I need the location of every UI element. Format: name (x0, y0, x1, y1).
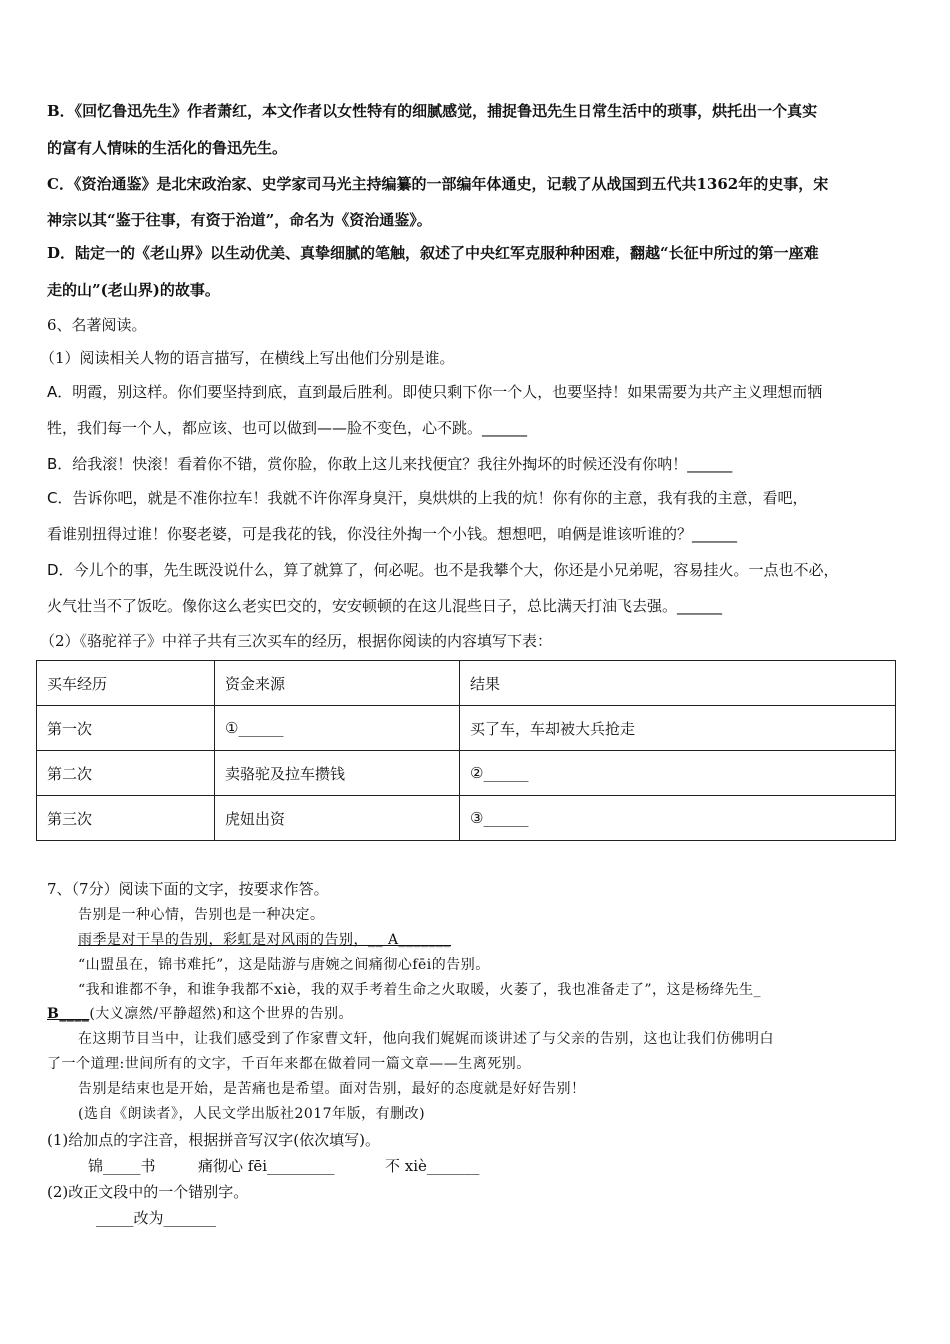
q7-sub1-prompt: (1)给加点的字注音，根据拼音写汉字(依次填写)。 (47, 1131, 380, 1149)
table-header-cell: 买车经历 (37, 661, 215, 706)
q7-passage-line4: “我和谁都不争，和谁争我都不xiè，我的双手考着生命之火取暖，火萎了，我也准备走了”，这是杨绛先生_ (78, 982, 761, 998)
q7-passage-line5-text: (大义凛然/平静超然)和这个世界的告别。 (89, 1006, 353, 1022)
q6-option-a-line2: 牲，我们每一个人，都应该、也可以做到——脸不变色，心不跳。______ (47, 419, 528, 437)
answer-blank-1[interactable]: ①______ (215, 706, 460, 751)
table-row (37, 751, 896, 796)
q7-passage-line8: 告别是结束也是开始，是苦痛也是希望。面对告别，最好的态度就是好好告别！ (78, 1081, 586, 1097)
q7-sub2-answer[interactable]: _____改为_______ (96, 1209, 217, 1227)
blank-a[interactable]: __ A_______ (368, 932, 452, 948)
q7-passage-line1: 告别是一种心情，告别也是一种决定。 (78, 907, 325, 923)
q5-option-b-line2: 的富有人情味的生活化的鲁迅先生。 (47, 139, 288, 157)
q7-passage-line6: 在这期节目当中，让我们感受到了作家曹文轩，他向我们娓娓而谈讲述了与父亲的告别，这也让我们仿佛明白 (78, 1031, 774, 1047)
q5-option-c-line1: C．《资治通鉴》是北宋政治家、史学家司马光主持编纂的一部编年体通史，记载了从战国到五代共1362年的史事，宋 (47, 175, 829, 193)
q6-option-b: B．给我滚！快滚！看着你不错，赏你脸，你敢上这儿来找便宜？我往外掏坏的时候还没有你呐！______ (47, 455, 733, 473)
q5-option-d-line1: D．陆定一的《老山界》以生动优美、真挚细腻的笔触，叙述了中央红军克服种种困难，翻越“长征中所过的第一座难 (47, 244, 819, 262)
q6-option-a-line1: A．明霞，别这样。你们要坚持到底，直到最后胜利。即使只剩下你一个人，也要坚持！如果需要为共产主义理想而牺 (47, 383, 823, 401)
q7-sub1-blank-xie[interactable]: 不 xiè_______ (385, 1157, 480, 1175)
table-row (37, 796, 896, 841)
q6-option-d-line2: 火气壮当不了饭吃。像你这么老实巴交的，安安顿顿的在这儿混些日子，总比满天打油飞去强。______ (47, 597, 723, 615)
q6-part2-prompt: （2）《骆驼祥子》中祥子共有三次买车的经历，根据你阅读的内容填写下表： (40, 632, 553, 650)
table-cell: 第二次 (37, 751, 215, 796)
table-cell: 卖骆驼及拉车攒钱 (215, 751, 460, 796)
table-header-cell: 结果 (460, 661, 896, 706)
q6-option-c-line2: 看谁别扭得过谁！你娶老婆，可是我花的钱，你没往外掏一个小钱。想想吧，咱俩是谁该听谁的？______ (47, 525, 738, 543)
q7-passage-line7: 了一个道理:世间所有的文字，千百年来都在做着同一篇文章——生离死别。 (47, 1056, 531, 1072)
answer-blank-2[interactable]: ②______ (460, 751, 896, 796)
q5-option-b-line1: B．《回忆鲁迅先生》作者萧红，本文作者以女性特有的细腻感觉，捕捉鲁迅先生日常生活中的琐事，烘托出一个真实 (47, 102, 818, 120)
table-cell: 第一次 (37, 706, 215, 751)
table-row (37, 706, 896, 751)
q7-passage-line5 (47, 1004, 353, 1024)
q7-sub2-prompt: (2)改正文段中的一个错别字。 (47, 1183, 249, 1201)
table-cell: 虎妞出资 (215, 796, 460, 841)
q6-option-c-line1: C．告诉你吧，就是不准你拉车！我就不许你浑身臭汗，臭烘烘的上我的炕！你有你的主意，我有我的主意，看吧， (47, 489, 808, 507)
table-cell: 第三次 (37, 796, 215, 841)
q6-title: 6、名著阅读。 (47, 316, 147, 334)
q7-source: (选自《朗读者》，人民文学出版社2017年版，有删改) (78, 1106, 426, 1122)
table-header-row (37, 661, 896, 706)
table-header-cell: 资金来源 (215, 661, 460, 706)
q6-part1-prompt: （1）阅读相关人物的语言描写，在横线上写出他们分别是谁。 (40, 349, 455, 367)
q7-passage-line2 (78, 930, 451, 950)
camel-xiangzi-table (36, 660, 896, 841)
q5-option-c-line2: 神宗以其“鉴于往事，有资于治道”，命名为《资治通鉴》。 (47, 211, 432, 229)
q7-sub1-blank-fei[interactable]: 痛彻心 fēi_________ (198, 1157, 335, 1175)
q7-sub1-blank-jin[interactable]: 锦_____书 (88, 1157, 156, 1175)
q6-option-d-line1: D．今儿个的事，先生既没说什么，算了就算了，何必呢。也不是我攀个大，你还是小兄弟呢，容易挂火。一点也不必， (47, 561, 839, 579)
table-cell: 买了车，车却被大兵抢走 (460, 706, 896, 751)
q7-title: 7、（7分）阅读下面的文字，按要求作答。 (47, 880, 329, 898)
q5-option-d-line2: 走的山”(老山界)的故事。 (47, 281, 220, 299)
answer-blank-3[interactable]: ③______ (460, 796, 896, 841)
q7-passage-line2-text: 雨季是对干旱的告别，彩虹是对风雨的告别， (78, 932, 368, 948)
blank-b[interactable]: B____ (47, 1006, 90, 1022)
q7-passage-line3: “山盟虽在，锦书难托”，这是陆游与唐婉之间痛彻心fēi的告别。 (78, 957, 490, 973)
